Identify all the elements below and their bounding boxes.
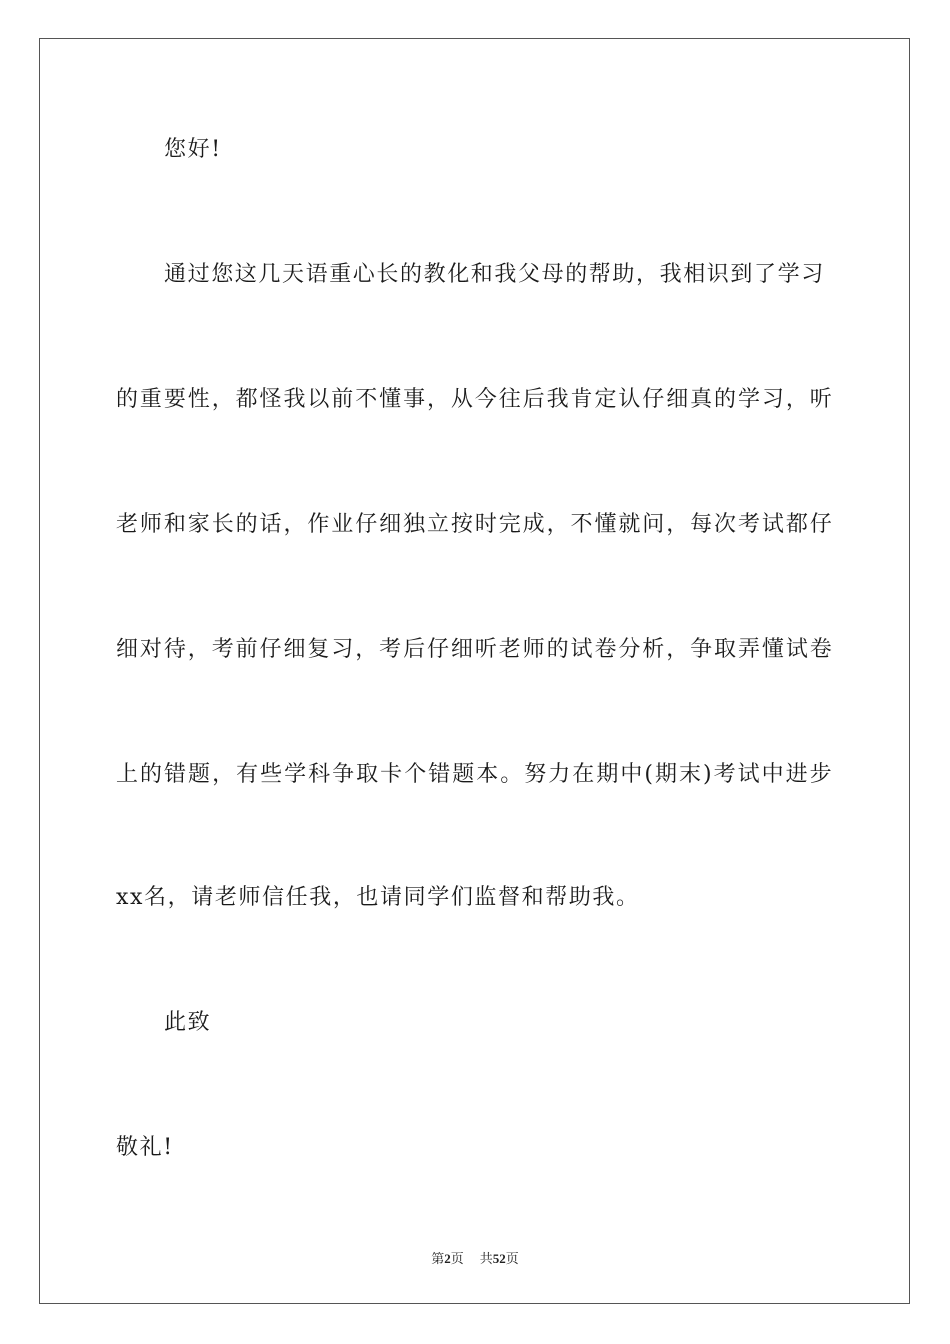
closing-respect: 敬礼! [116, 1135, 174, 1160]
paragraph-line-2: 的 重 要 性 ， 都 怪 我 以 前 不 懂 事 ， 从 今 往 后 我 肯 定 认 仔 细 真 的 学 习 ， 听 [116, 387, 832, 412]
total-suffix: 页 [505, 1251, 519, 1266]
closing-salutation: 此致 [164, 1010, 212, 1035]
paragraph-line-3: 老 师 和 家 长 的 话 ， 作 业 仔 细 独 立 按 时 完 成 ， 不 懂 就 问 ， 每 次 考 试 都 仔 [116, 512, 832, 537]
page-suffix: 页 [450, 1251, 464, 1266]
greeting: 您好! [164, 137, 222, 162]
paragraph-line-6: xx名，请老师信任我，也请同学们监督和帮助我。 [116, 885, 640, 910]
paragraph-line-5: 上 的 错 题 ， 有 些 学 科 争 取 卡 个 错 题 本 。 努 力 在 期 中 ( 期 末 ) 考 试 中 进 步 [116, 762, 832, 787]
paragraph-line-4: 细 对 待 ， 考 前 仔 细 复 习 ， 考 后 仔 细 听 老 师 的 试 卷 分 析 ， 争 取 弄 懂 试 卷 [116, 637, 832, 662]
total-pages: 52 [492, 1251, 506, 1266]
total-prefix: 共 [479, 1251, 493, 1266]
page-prefix: 第 [431, 1251, 445, 1266]
page-number: 2 [444, 1251, 451, 1266]
paragraph-line-1: 通过您这几天语重心长的教化和我父母的帮助，我相识到了学习 [164, 262, 825, 287]
page-border [39, 38, 910, 1304]
page-footer [0, 1248, 950, 1267]
